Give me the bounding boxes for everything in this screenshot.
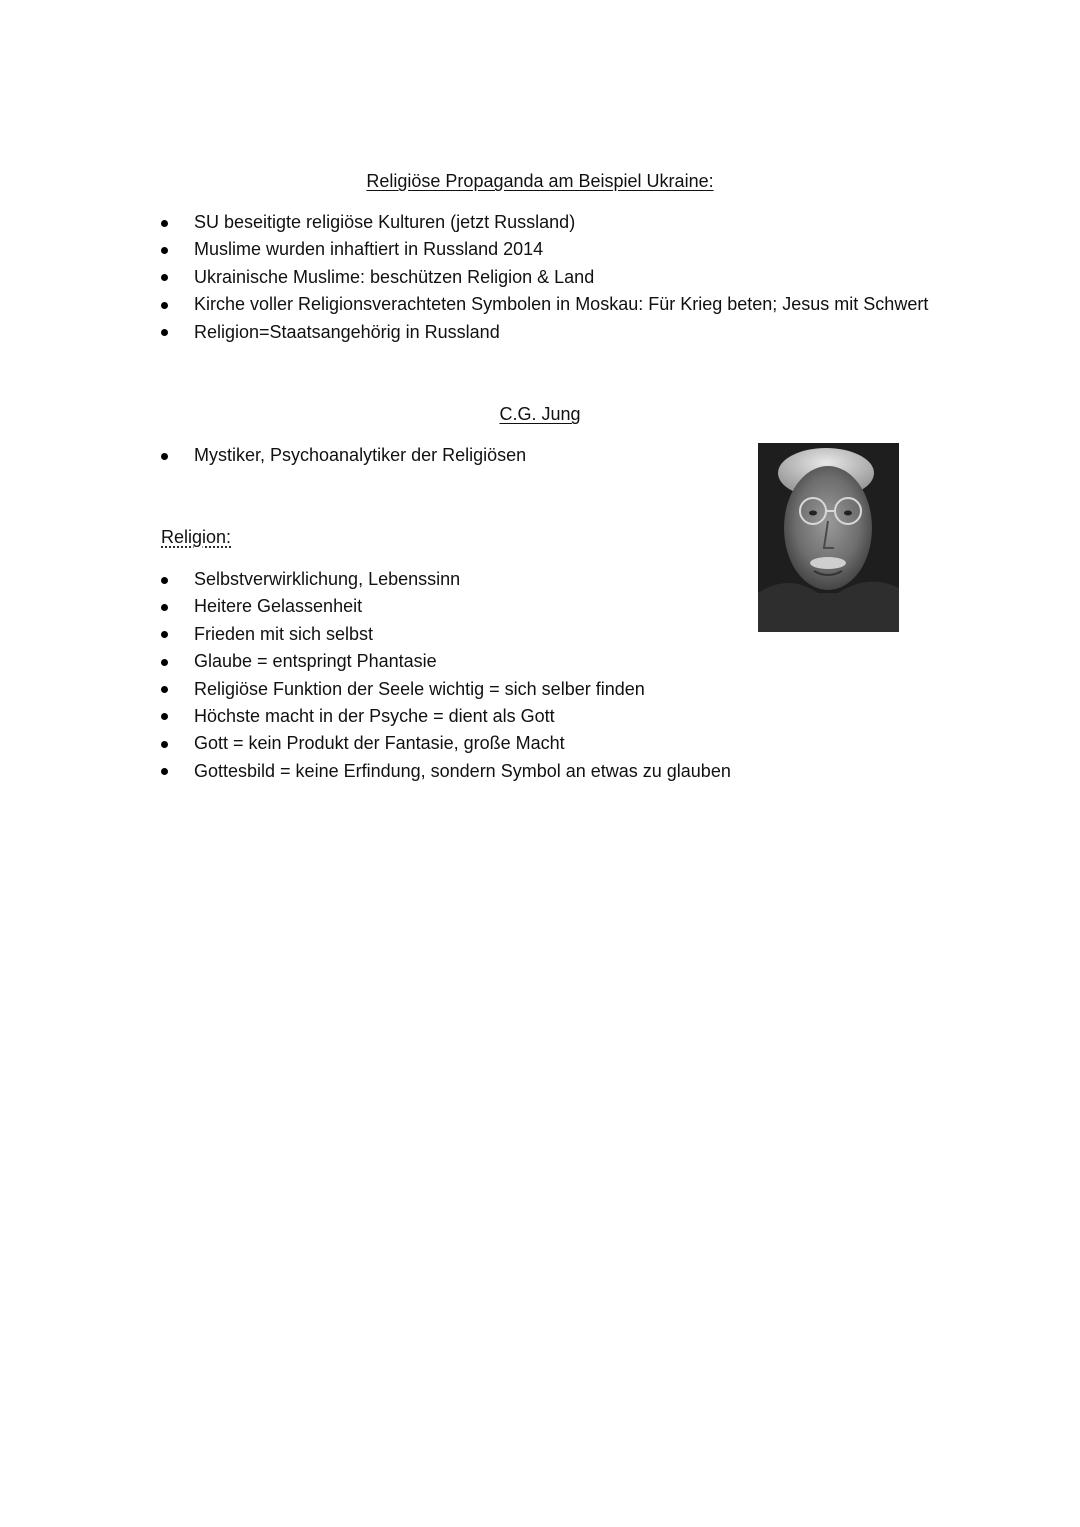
bullet-icon [161,713,168,720]
bullet-icon [161,220,168,227]
bullet-icon [161,741,168,748]
list-item: Frieden mit sich selbst [0,621,731,648]
jung-list [0,442,526,469]
list-item: Gottesbild = keine Erfindung, sondern Symbol an etwas zu glauben [0,758,731,785]
section-title-propaganda: Religiöse Propaganda am Beispiel Ukraine: [366,171,714,191]
portrait-photo [758,443,899,632]
propaganda-list [0,209,928,346]
bullet-icon [161,247,168,254]
list-item: Ukrainische Muslime: beschützen Religion & Land [0,264,928,291]
list-item: Kirche voller Religionsverachteten Symbolen in Moskau: Für Krieg beten; Jesus mit Schwert [0,291,928,318]
bullet-icon [161,329,168,336]
bullet-icon [161,659,168,666]
list-item: Gott = kein Produkt der Fantasie, große Macht [0,730,731,757]
list-item: Glaube = entspringt Phantasie [0,648,731,675]
list-item: Höchste macht in der Psyche = dient als Gott [0,703,731,730]
list-item: Heitere Gelassenheit [0,593,731,620]
religion-list [0,566,731,785]
section-title-religion: Religion: [161,527,232,547]
bullet-icon [161,768,168,775]
list-item: Muslime wurden inhaftiert in Russland 2014 [0,236,928,263]
bullet-icon [161,577,168,584]
bullet-icon [161,453,168,460]
section-title-jung: C.G. Jung [499,404,581,424]
list-item: SU beseitigte religiöse Kulturen (jetzt Russland) [0,209,928,236]
list-item: Selbstverwirklichung, Lebenssinn [0,566,731,593]
list-item: Religion=Staatsangehörig in Russland [0,319,928,346]
list-item: Mystiker, Psychoanalytiker der Religiösen [0,442,526,469]
bullet-icon [161,631,168,638]
bullet-icon [161,604,168,611]
bullet-icon [161,274,168,281]
list-item: Religiöse Funktion der Seele wichtig = sich selber finden [0,676,731,703]
bullet-icon [161,302,168,309]
bullet-icon [161,686,168,693]
